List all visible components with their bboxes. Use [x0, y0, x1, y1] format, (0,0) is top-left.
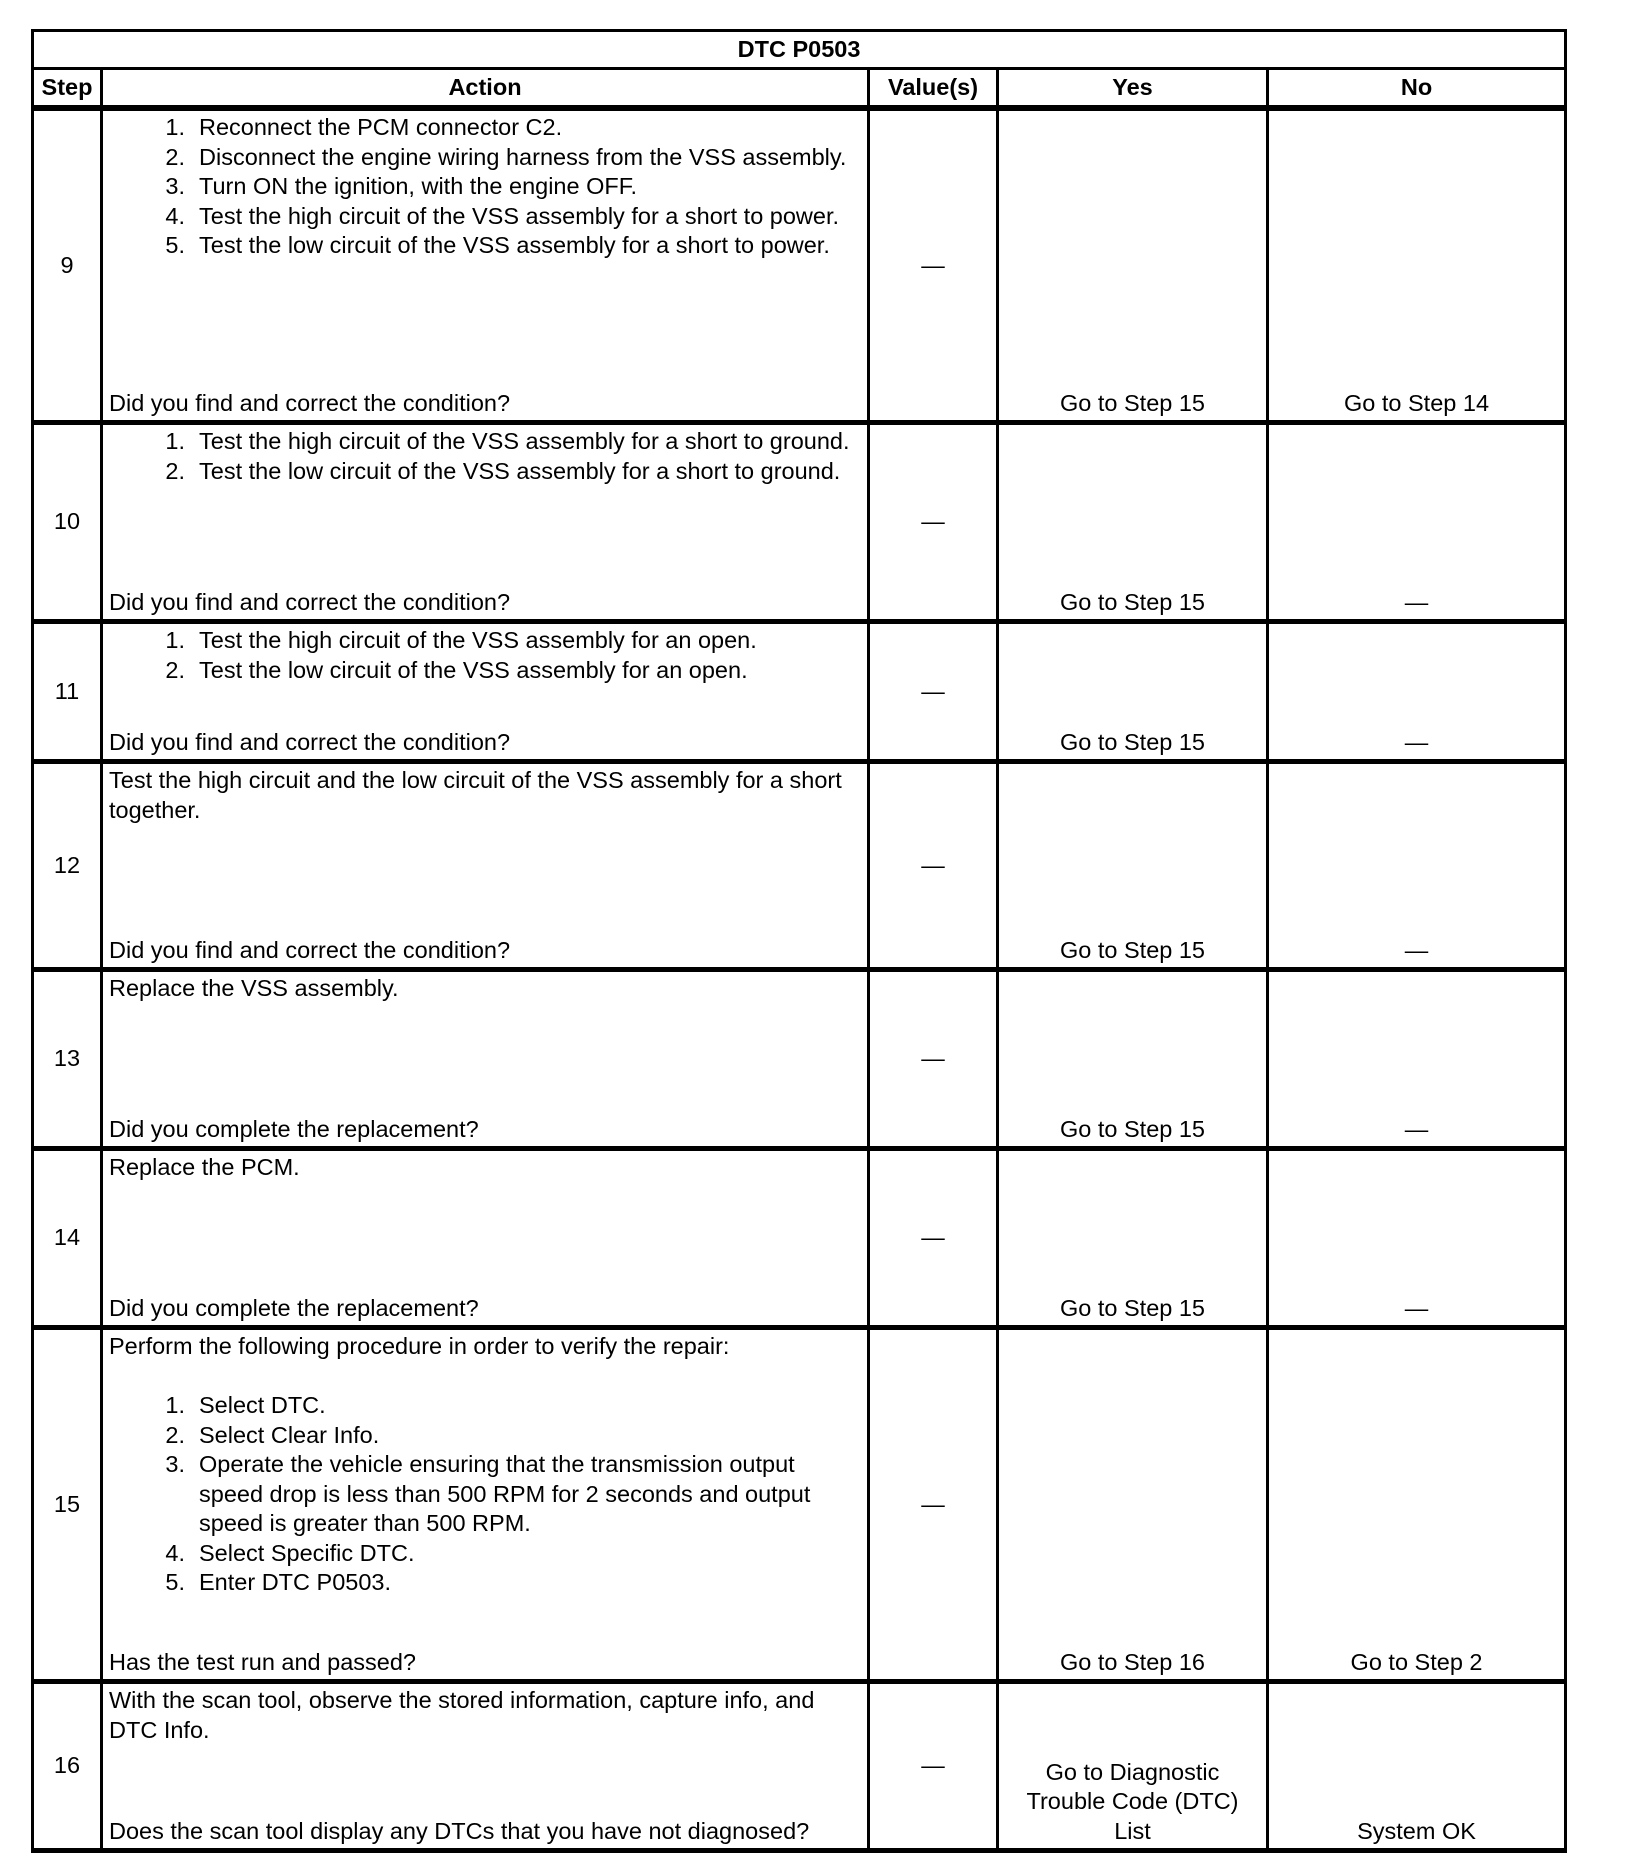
table-title: DTC P0503	[33, 31, 1566, 69]
action-question: Did you find and correct the condition?	[109, 936, 511, 963]
action-question: Did you find and correct the condition?	[109, 389, 511, 416]
action-step: 3. Operate the vehicle ensuring that the transmission output speed drop is less than 500 RPM for 2 seconds and output speed is greater than 500 RPM.	[165, 1451, 811, 1536]
yes-cell: Go to Step 16	[998, 1328, 1268, 1682]
yes-cell: Go to Step 15	[998, 423, 1268, 622]
no-cell: System OK	[1268, 1682, 1566, 1851]
step-number: 14	[33, 1149, 102, 1328]
action-text: With the scan tool, observe the stored information, capture info, and DTC Info.	[109, 1687, 815, 1743]
action-cell	[102, 423, 869, 622]
table-row	[33, 1682, 1566, 1851]
action-text: Replace the PCM.	[109, 1154, 300, 1180]
table-row	[33, 970, 1566, 1149]
yes-cell: Go to Step 15	[998, 1149, 1268, 1328]
step-number: 15	[33, 1328, 102, 1682]
yes-cell: Go to Step 15	[998, 970, 1268, 1149]
header-action: Action	[102, 69, 869, 109]
action-cell	[102, 1149, 869, 1328]
action-step: 2. Test the low circuit of the VSS assembly for an open.	[165, 656, 748, 683]
action-step: 1. Reconnect the PCM connector C2.	[165, 114, 563, 140]
value-cell: —	[869, 762, 998, 970]
action-step: 5. Enter DTC P0503.	[165, 1569, 392, 1595]
action-step: 1. Select DTC.	[165, 1392, 326, 1418]
action-text: Perform the following procedure in order to verify the repair:	[109, 1333, 730, 1359]
table-row	[33, 762, 1566, 970]
action-cell	[102, 970, 869, 1149]
action-cell	[102, 108, 869, 423]
header-values: Value(s)	[869, 69, 998, 109]
value-cell: —	[869, 1682, 998, 1851]
action-question: Does the scan tool display any DTCs that you have not diagnosed?	[109, 1817, 810, 1844]
table-row	[33, 1328, 1566, 1682]
yes-cell: Go to Step 15	[998, 762, 1268, 970]
action-question: Has the test run and passed?	[109, 1648, 417, 1675]
action-question: Did you find and correct the condition?	[109, 728, 511, 755]
action-step: 2. Disconnect the engine wiring harness from the VSS assembly.	[165, 143, 847, 170]
action-text: Test the high circuit and the low circuit of the VSS assembly for a short together.	[109, 767, 842, 823]
action-cell	[102, 762, 869, 970]
action-step: 3. Turn ON the ignition, with the engine OFF.	[165, 173, 638, 199]
action-step: 1. Test the high circuit of the VSS assembly for a short to ground.	[165, 428, 850, 454]
value-cell: —	[869, 1149, 998, 1328]
table-row	[33, 622, 1566, 762]
action-step: 1. Test the high circuit of the VSS assembly for an open.	[165, 627, 757, 653]
action-steps-list	[109, 427, 861, 486]
action-cell	[102, 1682, 869, 1851]
action-cell	[102, 1328, 869, 1682]
header-no: No	[1268, 69, 1566, 109]
action-steps-list	[109, 626, 861, 685]
value-cell: —	[869, 970, 998, 1149]
yes-cell: Go to Diagnostic Trouble Code (DTC) List	[998, 1682, 1268, 1851]
step-number: 13	[33, 970, 102, 1149]
step-number: 12	[33, 762, 102, 970]
value-cell: —	[869, 622, 998, 762]
action-steps-list	[109, 1391, 861, 1598]
action-question: Did you find and correct the condition?	[109, 588, 511, 615]
action-step: 4. Test the high circuit of the VSS assembly for a short to power.	[165, 202, 840, 229]
action-step: 4. Select Specific DTC.	[165, 1539, 415, 1566]
action-question: Did you complete the replacement?	[109, 1294, 479, 1321]
action-step: 5. Test the low circuit of the VSS assembly for a short to power.	[165, 232, 830, 258]
value-cell: —	[869, 108, 998, 423]
yes-cell: Go to Step 15	[998, 108, 1268, 423]
action-question: Did you complete the replacement?	[109, 1115, 479, 1142]
table-row	[33, 108, 1566, 423]
action-text: Replace the VSS assembly.	[109, 975, 399, 1001]
no-cell: —	[1268, 970, 1566, 1149]
no-cell: —	[1268, 423, 1566, 622]
no-cell: Go to Step 2	[1268, 1328, 1566, 1682]
table-row	[33, 423, 1566, 622]
no-cell: Go to Step 14	[1268, 108, 1566, 423]
value-cell: —	[869, 1328, 998, 1682]
action-step: 2. Select Clear Info.	[165, 1421, 380, 1448]
table-row	[33, 1149, 1566, 1328]
action-steps-list	[109, 113, 861, 261]
action-step: 2. Test the low circuit of the VSS assembly for a short to ground.	[165, 457, 841, 484]
step-number: 9	[33, 108, 102, 423]
step-number: 10	[33, 423, 102, 622]
no-cell: —	[1268, 1149, 1566, 1328]
step-number: 11	[33, 622, 102, 762]
value-cell: —	[869, 423, 998, 622]
no-cell: —	[1268, 762, 1566, 970]
header-step: Step	[33, 69, 102, 109]
header-yes: Yes	[998, 69, 1268, 109]
step-number: 16	[33, 1682, 102, 1851]
no-cell: —	[1268, 622, 1566, 762]
action-cell	[102, 622, 869, 762]
dtc-table	[31, 29, 1567, 1853]
yes-cell: Go to Step 15	[998, 622, 1268, 762]
